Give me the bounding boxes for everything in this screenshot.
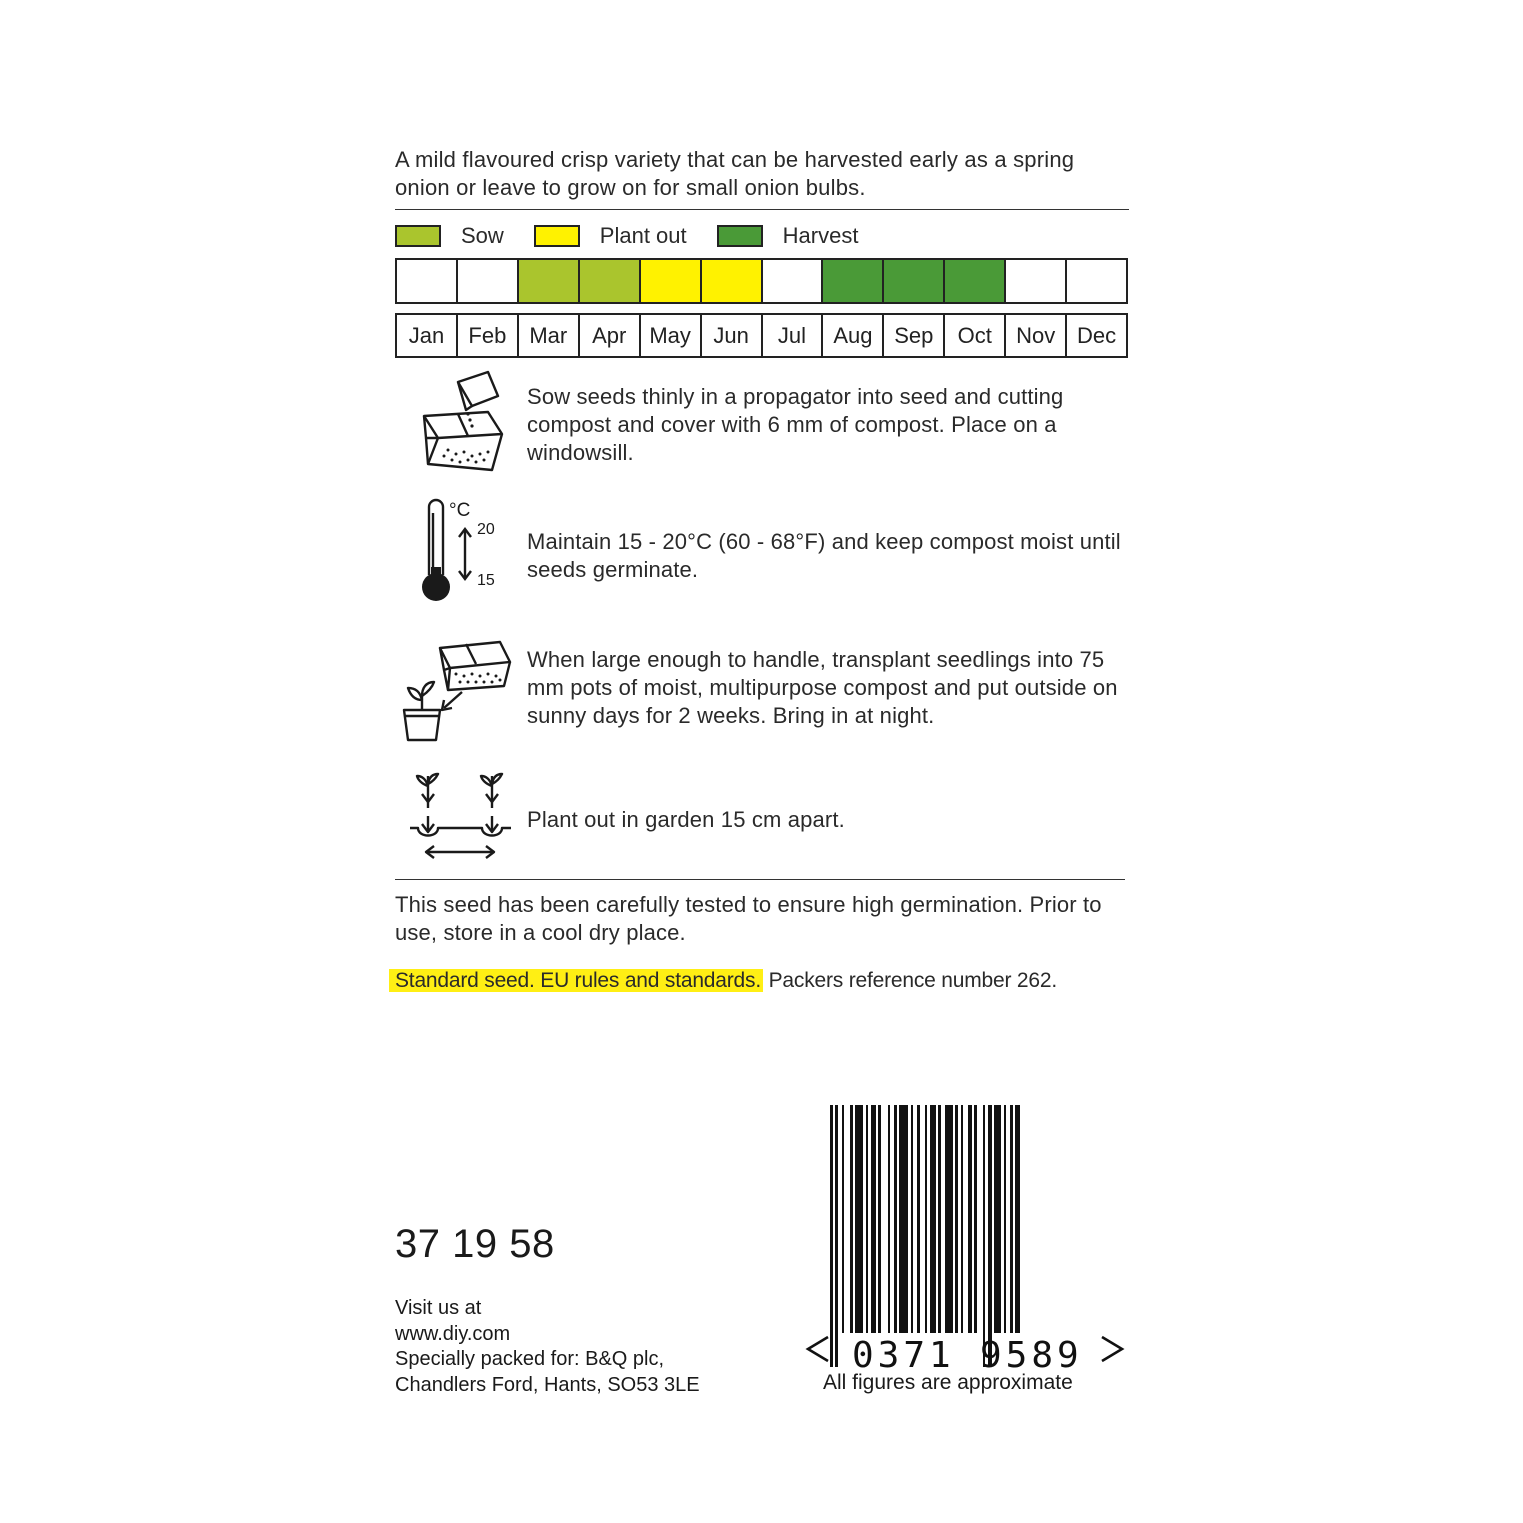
barcode-bar (894, 1105, 897, 1333)
month-label: Feb (458, 315, 519, 356)
address-line: Chandlers Ford, Hants, SO53 3LE (395, 1373, 700, 1396)
calendar-month-row (395, 313, 1128, 358)
month-label: Sep (884, 315, 945, 356)
step-temperature-text: Maintain 15 - 20°C (60 - 68°F) and keep compost moist until seeds germinate. (527, 529, 1121, 582)
activity-cell-jan (397, 260, 458, 302)
activity-cell-jul (763, 260, 824, 302)
barcode-bar (983, 1105, 985, 1367)
barcode-bar (988, 1105, 992, 1367)
step-transplant-text: When large enough to handle, transplant seedlings into 75 mm pots of moist, multipurpose compost and put outside on sunny days for 2 weeks. Bring in at night. (527, 647, 1118, 728)
barcode-bar (878, 1105, 881, 1333)
month-label: Jul (763, 315, 824, 356)
barcode-caption: All figures are approximate (823, 1371, 1073, 1394)
step-sow-text: Sow seeds thinly in a propagator into seed and cutting compost and cover with 6 mm of compost. Place on a windowsill. (527, 384, 1064, 465)
standard-seed-highlight: Standard seed. EU rules and standards. (389, 969, 763, 992)
calendar-legend (395, 222, 888, 250)
activity-cell-mar (519, 260, 580, 302)
barcode-bar (1015, 1105, 1020, 1333)
barcode-bar (968, 1105, 972, 1333)
month-label: Jan (397, 315, 458, 356)
germination-note: This seed has been carefully tested to ensure high germination. Prior to use, store in a cool dry place. (395, 892, 1102, 945)
divider-top (395, 209, 1129, 210)
thermometer-high: 20 (477, 521, 495, 538)
barcode-bar (842, 1105, 844, 1333)
barcode-bar (938, 1105, 941, 1333)
step-plant-out-text: Plant out in garden 15 cm apart. (527, 807, 845, 832)
barcode (800, 1105, 1130, 1375)
barcode-bar (835, 1105, 838, 1367)
month-label: Apr (580, 315, 641, 356)
barcode-bar (911, 1105, 913, 1333)
propagator-sowing-icon (418, 368, 508, 482)
barcode-bar (830, 1105, 833, 1367)
packers-reference: Packers reference number 262. (762, 969, 1057, 992)
retailer-address (395, 1296, 700, 1398)
barcode-bar (1010, 1105, 1013, 1333)
thermometer-icon (415, 497, 510, 609)
barcode-bar (899, 1105, 908, 1333)
month-label: Jun (702, 315, 763, 356)
address-line: www.diy.com (395, 1322, 511, 1345)
legend-swatch-sow (395, 225, 441, 247)
month-label: Oct (945, 315, 1006, 356)
month-label: Dec (1077, 322, 1117, 348)
month-label: Aug (823, 315, 884, 356)
product-description: A mild flavoured crisp variety that can be harvested early as a spring onion or leave to grow on for small onion bulbs. (395, 147, 1075, 200)
barcode-bar (930, 1105, 936, 1333)
address-line: Specially packed for: B&Q plc, (395, 1348, 665, 1370)
legend-label-sow: Sow (461, 223, 504, 248)
activity-cell-jun (702, 260, 763, 302)
activity-cell-apr (580, 260, 641, 302)
barcode-bar (994, 1105, 1001, 1333)
barcode-bar (871, 1105, 876, 1333)
barcode-bar (850, 1105, 853, 1333)
barcode-bar (855, 1105, 863, 1333)
legend-label-harvest: Harvest (782, 223, 859, 248)
barcode-bar (925, 1105, 927, 1333)
legend-swatch-harvest (717, 225, 763, 247)
activity-cell-may (641, 260, 702, 302)
month-label: Mar (519, 315, 580, 356)
activity-cell-oct (945, 260, 1006, 302)
legend-label-plant-out: Plant out (599, 223, 687, 248)
product-code: 37 19 58 (395, 1222, 555, 1266)
activity-cell-feb (458, 260, 519, 302)
address-line: Visit us at (395, 1297, 482, 1319)
barcode-bar (888, 1105, 890, 1333)
month-label: Nov (1006, 315, 1067, 356)
activity-cell-aug (823, 260, 884, 302)
barcode-left-digits: 0371 (852, 1335, 955, 1375)
barcode-bar (961, 1105, 963, 1333)
barcode-bar (974, 1105, 977, 1333)
thermometer-low: 15 (477, 572, 495, 589)
activity-cell-sep (884, 260, 945, 302)
divider-bottom (395, 879, 1125, 880)
thermometer-unit: °C (449, 500, 471, 521)
month-label: May (641, 315, 702, 356)
transplant-pot-icon (400, 630, 515, 745)
barcode-bar (917, 1105, 920, 1333)
barcode-right-digits: 9589 (980, 1335, 1083, 1375)
activity-cell-nov (1006, 260, 1067, 302)
plant-spacing-icon (408, 772, 513, 864)
standard-seed-line (389, 966, 1057, 996)
activity-cell-dec (1067, 260, 1126, 302)
barcode-bar (1004, 1105, 1006, 1333)
barcode-bar (945, 1105, 953, 1333)
barcode-bar (866, 1105, 868, 1333)
calendar-activity-row (395, 258, 1128, 304)
barcode-bar (955, 1105, 958, 1333)
legend-swatch-plant-out (534, 225, 580, 247)
